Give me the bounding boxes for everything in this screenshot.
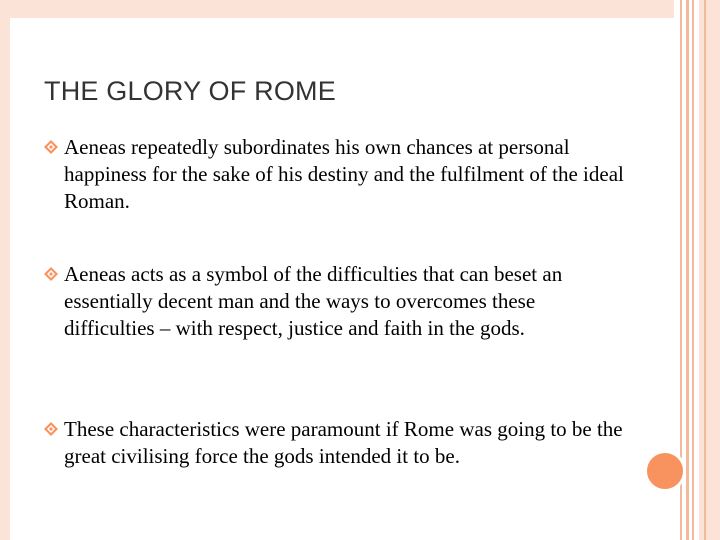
slide-title: THE GLORY OF ROME bbox=[44, 76, 336, 106]
frame-rail bbox=[686, 0, 689, 540]
frame-top-band bbox=[0, 0, 674, 18]
bullet-text: Aeneas repeatedly subordinates his own chances at personal happiness for the sake of his destiny and the fulfilment of the ideal Roman. bbox=[64, 135, 624, 213]
frame-left-band bbox=[0, 0, 10, 540]
bullet-text: Aeneas acts as a symbol of the difficulties that can beset an essentially decent man and the ways to overcomes these difficulties – with respect, justice and faith in the gods. bbox=[64, 262, 563, 340]
bullet-text: These characteristics were paramount if Rome was going to be the great civilising force the gods intended it to be. bbox=[64, 417, 623, 468]
orange-diamond-bullet-icon bbox=[44, 140, 58, 154]
orange-diamond-bullet-icon bbox=[44, 422, 58, 436]
frame-right-band bbox=[699, 0, 720, 540]
frame-rail bbox=[692, 0, 694, 540]
orange-diamond-bullet-icon bbox=[44, 267, 58, 281]
decorative-circle bbox=[644, 450, 686, 492]
frame-rail bbox=[704, 0, 706, 540]
